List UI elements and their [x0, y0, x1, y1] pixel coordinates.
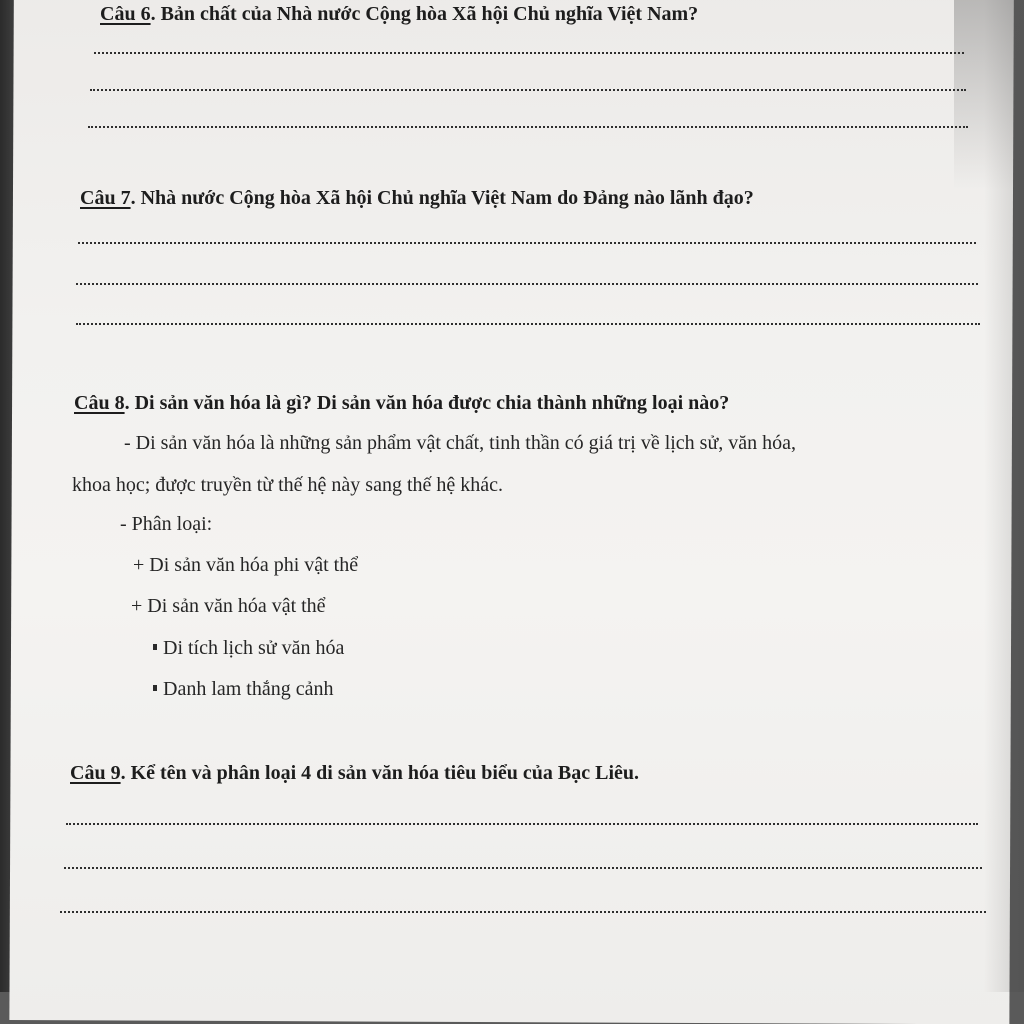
question-7-text: . Nhà nước Cộng hòa Xã hội Chủ nghĩa Việt Nam do Đảng nào lãnh đạo? [130, 187, 754, 209]
answer-line-q7-1[interactable] [78, 242, 976, 244]
question-7 [80, 187, 754, 210]
q8-sub-historical-site [153, 637, 344, 660]
q8-class-intangible: + Di sản văn hóa phi vật thể [133, 554, 359, 576]
page-shadow-top [954, 0, 1024, 190]
q8-sub-historical-site-text: Di tích lịch sử văn hóa [163, 637, 345, 659]
q8-sub-scenic-spot-text: Danh lam thắng cảnh [163, 678, 334, 700]
question-6-number: Câu 6 [100, 3, 151, 25]
answer-line-q7-3[interactable] [76, 323, 980, 325]
q8-class-tangible: + Di sản văn hóa vật thể [131, 595, 326, 617]
bullet-icon [153, 644, 157, 650]
question-9-number: Câu 9 [70, 762, 121, 784]
question-6 [100, 3, 698, 26]
question-7-number: Câu 7 [80, 187, 131, 209]
question-6-text: . Bản chất của Nhà nước Cộng hòa Xã hội Chủ nghĩa Việt Nam? [150, 3, 699, 25]
answer-line-q9-3[interactable] [60, 911, 986, 913]
answer-line-q9-2[interactable] [64, 867, 982, 869]
q8-answer-line-2: khoa học; được truyền từ thế hệ này sang thế hệ khác. [72, 474, 504, 496]
question-8 [74, 392, 729, 415]
question-9-text: . Kể tên và phân loại 4 di sản văn hóa tiêu biểu của Bạc Liêu. [120, 762, 639, 784]
q8-classification-label: - Phân loại: [120, 513, 213, 535]
worksheet-page [9, 0, 1014, 1024]
bullet-icon [153, 685, 157, 691]
answer-line-q9-1[interactable] [66, 823, 978, 825]
answer-line-q7-2[interactable] [76, 283, 978, 285]
question-8-number: Câu 8 [74, 392, 125, 414]
question-9 [70, 762, 639, 785]
answer-line-q6-2[interactable] [90, 89, 966, 91]
answer-line-q6-1[interactable] [94, 52, 964, 54]
answer-line-q6-3[interactable] [88, 126, 968, 128]
question-8-text: . Di sản văn hóa là gì? Di sản văn hóa được chia thành những loại nào? [124, 392, 730, 414]
q8-answer-line-1: - Di sản văn hóa là những sản phẩm vật chất, tinh thần có giá trị về lịch sử, văn hóa, [124, 432, 797, 454]
q8-sub-scenic-spot [153, 678, 334, 701]
